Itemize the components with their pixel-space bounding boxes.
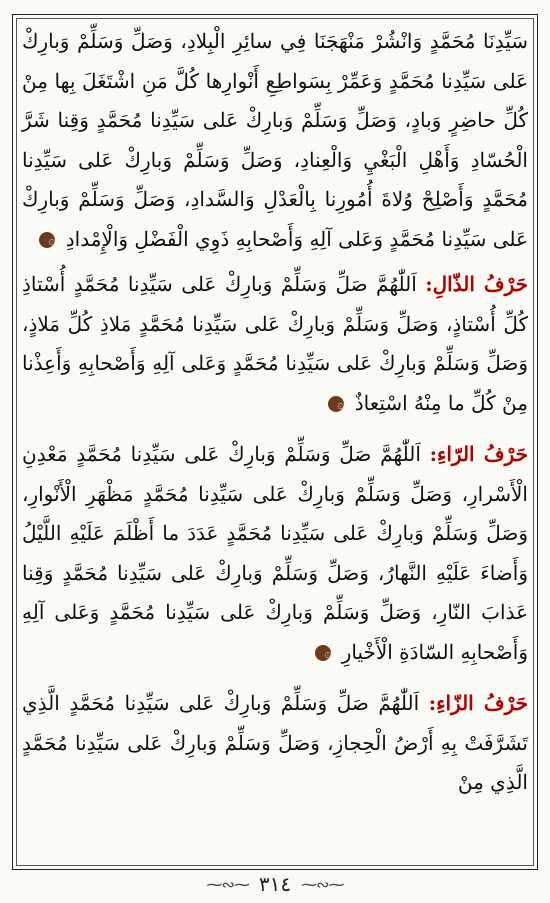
paragraph-dal-closing	[22, 22, 528, 259]
section-heading: حَرْفُ الرّاءِ:	[429, 442, 529, 466]
paragraph-text: اَللّٰهُمَّ صَلِّ وَسَلِّمْ وَبارِكْ عَلى سَيِّدِنا مُحَمَّدٍ الَّذِي تَشَرَّفَتْ بِهِ أَرْضُ الْحِجازِ، وَصَلِّ وَسَلِّمْ وَبارِكْ عَلى سَيِّدِنا مُحَمَّدٍ الَّذِي مِنْ	[22, 691, 528, 794]
left-flourish-icon: ⁓∾⁓	[206, 874, 249, 894]
paragraph-text: سَيِّدِنَا مُحَمَّدٍ وَانْشُرْ مَنْهَجَنَا فِي سائِرِ الْبِلادِ، وَصَلِّ وَسَلِّمْ وَبارِكْ عَلى سَيِّدِنا مُحَمَّدٍ وَعَمِّرْ بِسَواطِعِ أَنْوارِها كُلَّ مَنِ اشْتَغَلَ بِها مِنْ كُلِّ حاضِرٍ وَبادٍ، وَصَلِّ وَسَلِّمْ وَبارِكْ عَلى سَيِّدِنا مُحَمَّدٍ وَقِنا شَرَّ الْحُسّادِ وَأَهْلِ الْبَغْيِ وَالْعِنادِ، وَصَلِّ وَسَلِّمْ وَبارِكْ عَلى سَيِّدِنا مُحَمَّدٍ وَأَصْلِحْ وُلاةَ أُمُورِنا بِالْعَدْلِ وَالسَّدادِ، وَصَلِّ وَسَلِّمْ وَبارِكْ عَلى سَيِّدِنا مُحَمَّدٍ وَعَلى آلِهِ وَأَصْحابِهِ ذَوِي الْفَضْلِ وَالْإِمْدادِ	[22, 29, 528, 251]
page-content	[22, 22, 528, 815]
end-of-section-icon: ۞	[39, 232, 55, 248]
paragraph-harf-ra	[22, 435, 528, 672]
section-heading: حَرْفُ الذّالِ:	[425, 272, 529, 296]
paragraph-harf-dhal	[22, 265, 528, 423]
paragraph-harf-za	[22, 684, 528, 803]
end-of-section-icon: ۞	[315, 645, 331, 661]
end-of-section-icon: ۞	[328, 396, 344, 412]
paragraph-text: اَللّٰهُمَّ صَلِّ وَسَلِّمْ وَبارِكْ عَلى سَيِّدِنا مُحَمَّدٍ مَعْدِنِ الْأَسْرارِ، وَصَلِّ وَسَلِّمْ وَبارِكْ عَلى سَيِّدِنا مُحَمَّدٍ مَظْهَرِ الْأَنْوارِ، وَصَلِّ وَسَلِّمْ وَبارِكْ عَلى سَيِّدِنا مُحَمَّدٍ عَدَدَ ما أَظْلَمَ عَلَيْهِ اللَّيْلُ وَأَضاءَ عَلَيْهِ النَّهارُ، وَصَلِّ وَسَلِّمْ وَبارِكْ عَلى سَيِّدِنا مُحَمَّدٍ وَقِنا عَذابَ النّارِ، وَصَلِّ وَسَلِّمْ وَبارِكْ عَلى سَيِّدِنا مُحَمَّدٍ وَعَلى آلِهِ وَأَصْحابِهِ السّادَةِ الْأَخْيارِ	[22, 442, 528, 664]
right-flourish-icon: ⁓∾⁓	[301, 874, 344, 894]
section-heading: حَرْفُ الزّاءِ:	[428, 691, 529, 715]
page-number: ٣١٤	[258, 872, 292, 896]
page-footer	[0, 870, 550, 898]
paragraph-text: اَللّٰهُمَّ صَلِّ وَسَلِّمْ وَبارِكْ عَلى سَيِّدِنا مُحَمَّدٍ أُسْتاذِ كُلِّ أُسْتاذٍ، وَصَلِّ وَسَلِّمْ وَبارِكْ عَلى سَيِّدِنا مُحَمَّدٍ مَلاذِ كُلِّ مَلاذٍ، وَصَلِّ وَسَلِّمْ وَبارِكْ عَلى سَيِّدِنا مُحَمَّدٍ وَعَلى آلِهِ وَأَصْحابِهِ وَأَعِذْنا مِنْ كُلِّ ما مِنْهُ اسْتِعاذٌ	[22, 272, 528, 415]
